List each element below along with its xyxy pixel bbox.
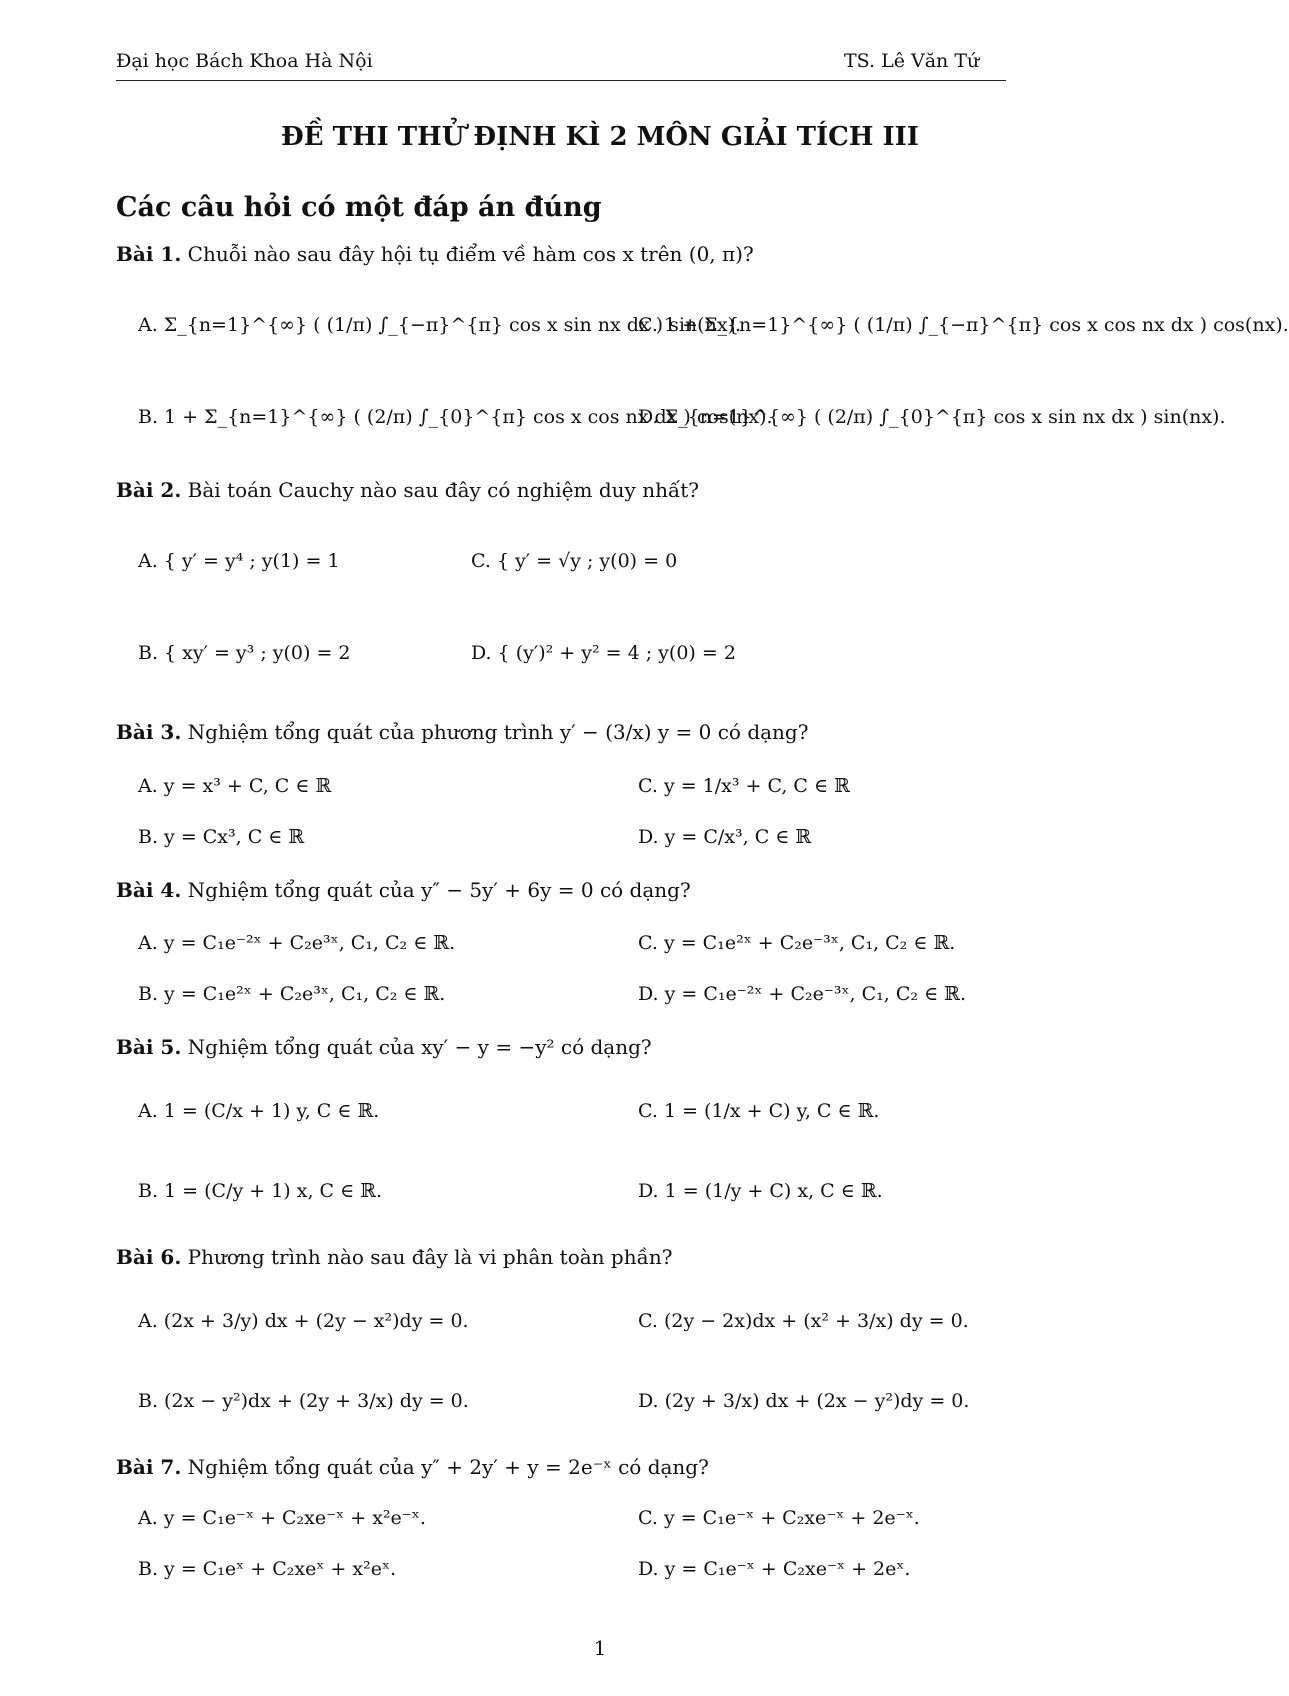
problem-2-option-a: A. { y′ = y⁴ ; y(1) = 1 — [138, 550, 340, 572]
problem-7 — [116, 1455, 709, 1479]
problem-3-option-c: C. y = 1/x³ + C, C ∈ ℝ — [638, 775, 850, 797]
problem-2-option-d: D. { (y′)² + y² = 4 ; y(0) = 2 — [471, 642, 736, 664]
problem-2 — [116, 478, 699, 502]
problem-4-option-a: A. y = C₁e⁻²ˣ + C₂e³ˣ, C₁, C₂ ∈ ℝ. — [138, 932, 456, 954]
problem-4-option-b: B. y = C₁e²ˣ + C₂e³ˣ, C₁, C₂ ∈ ℝ. — [138, 983, 446, 1005]
problem-6-question: Phương trình nào sau đây là vi phân toàn phần? — [187, 1245, 673, 1269]
problem-3-option-d: D. y = C/x³, C ∈ ℝ — [638, 826, 812, 848]
header-rule — [116, 80, 1006, 81]
header-institution: Đại học Bách Khoa Hà Nội — [116, 50, 373, 72]
section-heading: Các câu hỏi có một đáp án đúng — [116, 192, 602, 223]
problem-7-label: Bài 7. — [116, 1455, 182, 1479]
problem-5-option-b: B. 1 = (C/y + 1) x, C ∈ ℝ. — [138, 1180, 383, 1202]
problem-6-option-c: C. (2y − 2x)dx + (x² + 3/x) dy = 0. — [638, 1310, 969, 1332]
exam-title: ĐỀ THI THỬ ĐỊNH KÌ 2 MÔN GIẢI TÍCH III — [281, 122, 919, 152]
problem-7-option-a: A. y = C₁e⁻ˣ + C₂xe⁻ˣ + x²e⁻ˣ. — [138, 1507, 426, 1529]
header-author: TS. Lê Văn Tứ — [844, 50, 980, 72]
problem-5-label: Bài 5. — [116, 1035, 182, 1059]
problem-2-question: Bài toán Cauchy nào sau đây có nghiệm duy nhất? — [187, 478, 699, 502]
problem-6-option-d: D. (2y + 3/x) dx + (2x − y²)dy = 0. — [638, 1390, 970, 1412]
problem-3-option-a: A. y = x³ + C, C ∈ ℝ — [138, 775, 332, 797]
problem-4-option-c: C. y = C₁e²ˣ + C₂e⁻³ˣ, C₁, C₂ ∈ ℝ. — [638, 932, 956, 954]
problem-2-option-b: B. { xy′ = y³ ; y(0) = 2 — [138, 642, 351, 664]
problem-2-option-c: C. { y′ = √y ; y(0) = 0 — [471, 550, 678, 572]
problem-1-option-c: C. 1 + Σ_{n=1}^{∞} ( (1/π) ∫_{−π}^{π} cos x cos nx dx ) cos(nx). — [638, 314, 1289, 336]
problem-5-option-a: A. 1 = (C/x + 1) y, C ∈ ℝ. — [138, 1100, 380, 1122]
problem-1 — [116, 242, 754, 266]
problem-5-question: Nghiệm tổng quát của xy′ − y = −y² có dạng? — [187, 1035, 652, 1059]
problem-7-option-d: D. y = C₁e⁻ˣ + C₂xe⁻ˣ + 2eˣ. — [638, 1558, 911, 1580]
problem-1-option-d: D. Σ_{n=1}^{∞} ( (2/π) ∫_{0}^{π} cos x sin nx dx ) sin(nx). — [638, 406, 1226, 428]
problem-6-option-a: A. (2x + 3/y) dx + (2y − x²)dy = 0. — [138, 1310, 469, 1332]
problem-7-question: Nghiệm tổng quát của y″ + 2y′ + y = 2e⁻ˣ có dạng? — [187, 1455, 709, 1479]
problem-3-question: Nghiệm tổng quát của phương trình y′ − (3/x) y = 0 có dạng? — [187, 720, 809, 744]
problem-7-option-b: B. y = C₁eˣ + C₂xeˣ + x²eˣ. — [138, 1558, 397, 1580]
problem-4-label: Bài 4. — [116, 878, 182, 902]
problem-6-option-b: B. (2x − y²)dx + (2y + 3/x) dy = 0. — [138, 1390, 469, 1412]
problem-3-option-b: B. y = Cx³, C ∈ ℝ — [138, 826, 305, 848]
problem-5-option-c: C. 1 = (1/x + C) y, C ∈ ℝ. — [638, 1100, 880, 1122]
problem-6-label: Bài 6. — [116, 1245, 182, 1269]
problem-1-label: Bài 1. — [116, 242, 182, 266]
problem-3 — [116, 720, 808, 744]
problem-4 — [116, 878, 691, 902]
problem-7-option-c: C. y = C₁e⁻ˣ + C₂xe⁻ˣ + 2e⁻ˣ. — [638, 1507, 920, 1529]
problem-4-option-d: D. y = C₁e⁻²ˣ + C₂e⁻³ˣ, C₁, C₂ ∈ ℝ. — [638, 983, 967, 1005]
problem-6 — [116, 1245, 672, 1269]
problem-1-option-a: A. Σ_{n=1}^{∞} ( (1/π) ∫_{−π}^{π} cos x sin nx dx ) sin(nx). — [138, 314, 741, 336]
problem-1-option-b: B. 1 + Σ_{n=1}^{∞} ( (2/π) ∫_{0}^{π} cos x cos nx dx ) cos(nx). — [138, 406, 773, 428]
problem-2-label: Bài 2. — [116, 478, 182, 502]
problem-5 — [116, 1035, 652, 1059]
page-number: 1 — [593, 1636, 607, 1660]
problem-5-option-d: D. 1 = (1/y + C) x, C ∈ ℝ. — [638, 1180, 883, 1202]
problem-4-question: Nghiệm tổng quát của y″ − 5y′ + 6y = 0 có dạng? — [187, 878, 691, 902]
problem-3-label: Bài 3. — [116, 720, 182, 744]
problem-1-question: Chuỗi nào sau đây hội tụ điểm về hàm cos x trên (0, π)? — [187, 242, 754, 266]
